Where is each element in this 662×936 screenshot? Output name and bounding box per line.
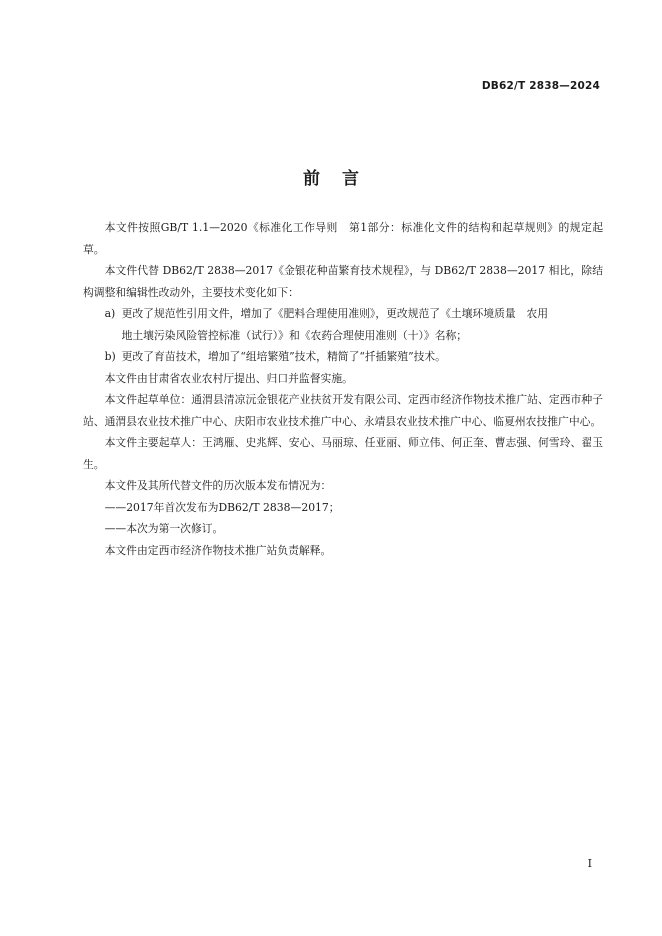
change-item-b <box>83 346 603 368</box>
document-code: DB62/T 2838—2024 <box>481 80 600 92</box>
paragraph-drafting-basis: 本文件按照GB/T 1.1—2020《标准化工作导则 第1部分：标准化文件的结构和起草规则》的规定起草。 <box>83 221 603 256</box>
change-item-text: 更改了育苗技术，增加了“组培繁殖”技术，精简了“扦插繁殖”技术。 <box>121 350 446 363</box>
page-title: 前言 <box>303 169 381 189</box>
change-item-text: 更改了规范性引用文件，增加了《肥料合理使用准则》，更改规范了《土壤环境质量 农用 地土壤污染风险管控标准（试行）》和《农药合理使用准则（十）》名称； <box>121 307 549 342</box>
change-item-label: b) <box>104 350 116 363</box>
paragraph-replacement-notice: 本文件代替 DB62/T 2838—2017《金银花种苗繁育技术规程》，与 DB62/T 2838—2017 相比，除结构调整和编辑性改动外，主要技术变化如下： <box>83 264 603 299</box>
paragraph-proposer: 本文件由甘肃省农业农村厅提出、归口并监督实施。 <box>104 371 353 385</box>
paragraph-drafters: 本文件主要起草人：王鸿雁、史兆辉、安心、马丽琼、任亚丽、师立伟、何正奎、曹志强、何雪玲、翟玉生。 <box>83 436 603 471</box>
document-body <box>83 217 603 561</box>
page-number: I <box>587 857 592 870</box>
paragraph-version-history: 本文件及其所代替文件的历次版本发布情况为： <box>104 479 332 492</box>
change-item-a <box>83 303 603 346</box>
version-history-item: ——2017年首次发布为DB62/T 2838—2017； <box>104 500 340 514</box>
paragraph-drafting-units: 本文件起草单位：通渭县清凉沅金银花产业扶贫开发有限公司、定西市经济作物技术推广站、定西市种子站、通渭县农业技术推广中心、庆阳市农业技术推广中心、永靖县农业技术推广中心、临夏州农技推广中心。 <box>83 393 603 428</box>
paragraph-interpretation: 本文件由定西市经济作物技术推广站负责解释。 <box>104 543 332 557</box>
change-item-label: a) <box>104 307 116 320</box>
version-history-item: ——本次为第一次修订。 <box>104 522 224 535</box>
